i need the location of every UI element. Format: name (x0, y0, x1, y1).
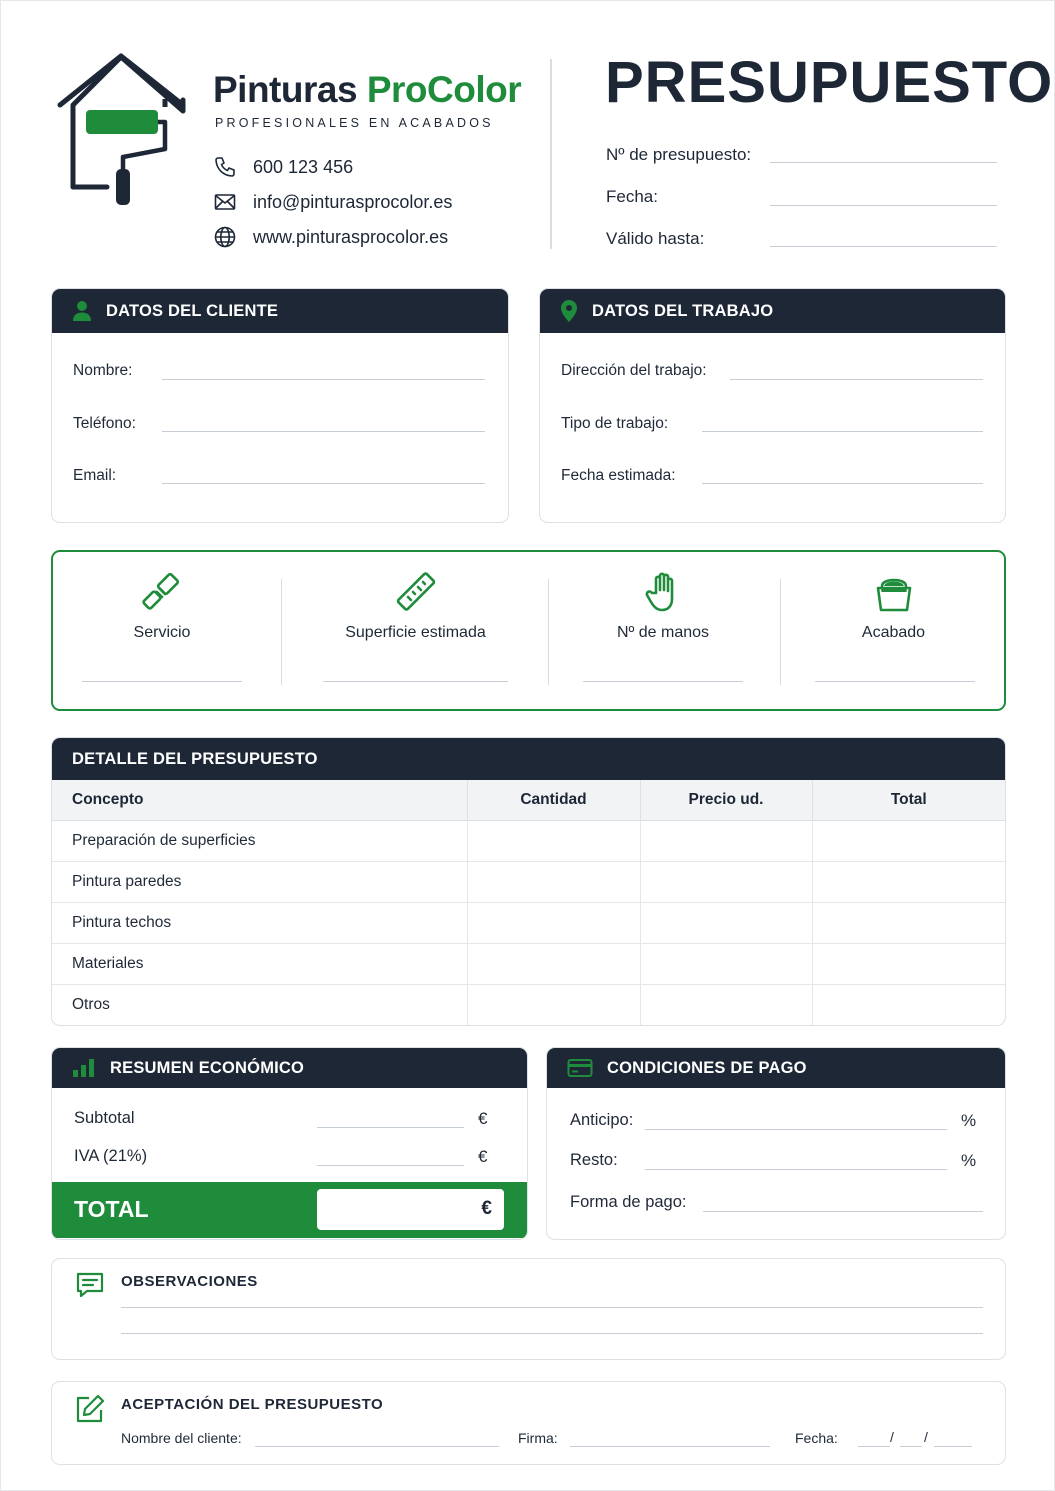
subtotal-currency: € (478, 1109, 488, 1128)
client-name-field[interactable] (162, 379, 485, 380)
client-card-title: DATOS DEL CLIENTE (106, 301, 279, 320)
total-cell[interactable] (812, 984, 1005, 1025)
observations-line[interactable] (121, 1333, 983, 1334)
strip-divider (281, 579, 282, 685)
brand-name-part2: ProColor (366, 69, 522, 110)
table-row (52, 861, 1005, 902)
job-card-title: DATOS DEL TRABAJO (592, 301, 774, 320)
vat-currency: € (478, 1147, 488, 1166)
signature-label: Firma: (518, 1430, 558, 1446)
table-row (52, 820, 1005, 861)
deposit-field[interactable] (645, 1129, 947, 1130)
observations-card (51, 1258, 1006, 1360)
phone-number: 600 123 456 (253, 156, 354, 177)
concept-cell: Preparación de superficies (52, 820, 467, 861)
contact-email[interactable] (213, 190, 452, 214)
valid-until-label: Válido hasta: (606, 229, 705, 248)
comment-icon (75, 1271, 105, 1299)
summary-card (51, 1047, 528, 1240)
strip-divider (780, 579, 781, 685)
detail-card-header (52, 738, 1005, 780)
mail-icon (213, 190, 237, 214)
payment-method-label: Forma de pago: (570, 1193, 687, 1211)
website-url: www.pinturasprocolor.es (253, 226, 449, 247)
quote-number-field[interactable] (770, 162, 997, 163)
document-title: PRESUPUESTO (605, 50, 1054, 115)
job-date-label: Fecha estimada: (561, 467, 676, 484)
concept-cell: Pintura paredes (52, 861, 467, 902)
quote-date-label: Fecha: (606, 187, 658, 206)
total-cell[interactable] (812, 943, 1005, 984)
quantity-cell[interactable] (467, 820, 640, 861)
acceptance-month-field[interactable] (900, 1446, 922, 1447)
acceptance-date-label: Fecha: (795, 1430, 838, 1446)
table-header-row (52, 780, 1005, 820)
job-card-header (540, 289, 1005, 333)
table-row (52, 943, 1005, 984)
quantity-cell[interactable] (467, 943, 640, 984)
subtotal-label: Subtotal (74, 1109, 135, 1127)
valid-until-field[interactable] (770, 246, 997, 247)
unit-price-cell[interactable] (640, 902, 812, 943)
summary-card-title: RESUMEN ECONÓMICO (110, 1058, 305, 1077)
detail-table (52, 780, 1005, 1025)
vat-label: IVA (21%) (74, 1147, 148, 1165)
credit-card-icon (567, 1058, 593, 1078)
quote-date-field[interactable] (770, 205, 997, 206)
deposit-percent: % (961, 1111, 977, 1130)
quantity-cell[interactable] (467, 984, 640, 1025)
acceptance-day-field[interactable] (858, 1446, 890, 1447)
service-label: Servicio (133, 624, 191, 641)
job-date-field[interactable] (702, 483, 983, 484)
service-field[interactable] (82, 681, 242, 682)
service-strip (51, 550, 1006, 711)
payment-card-title: CONDICIONES DE PAGO (607, 1058, 807, 1077)
rest-label: Resto: (570, 1151, 618, 1169)
unit-price-cell[interactable] (640, 984, 812, 1025)
concept-cell: Materiales (52, 943, 467, 984)
payment-card-header (547, 1048, 1005, 1088)
concept-cell: Pintura techos (52, 902, 467, 943)
total-field[interactable] (317, 1189, 504, 1230)
job-type-field[interactable] (702, 431, 983, 432)
column-header-quantity: Cantidad (467, 780, 640, 820)
phone-icon (213, 155, 237, 179)
detail-card (51, 737, 1006, 1026)
house-paint-roller-icon (57, 53, 189, 209)
surface-column (293, 552, 538, 709)
acceptance-client-name-field[interactable] (255, 1446, 499, 1447)
globe-icon (213, 225, 237, 249)
detail-card-title: DETALLE DEL PRESUPUESTO (72, 749, 318, 768)
hand-icon (641, 570, 685, 614)
job-address-label: Dirección del trabajo: (561, 362, 707, 379)
total-bar (52, 1182, 528, 1238)
signature-field[interactable] (570, 1446, 770, 1447)
job-address-field[interactable] (730, 379, 983, 380)
client-email-label: Email: (73, 467, 117, 484)
coats-column (558, 552, 768, 709)
header-divider (550, 59, 552, 249)
service-column (53, 552, 271, 709)
client-card (51, 288, 509, 523)
coats-field[interactable] (583, 681, 743, 682)
total-label: TOTAL (74, 1196, 149, 1222)
client-email-field[interactable] (162, 483, 485, 484)
surface-label: Superficie estimada (345, 624, 486, 641)
strip-divider (548, 579, 549, 685)
acceptance-year-field[interactable] (934, 1446, 972, 1447)
unit-price-cell[interactable] (640, 861, 812, 902)
total-cell[interactable] (812, 861, 1005, 902)
brand-name (213, 69, 521, 111)
column-header-total: Total (812, 780, 1005, 820)
paint-brush-icon (140, 570, 184, 614)
coats-label: Nº de manos (616, 624, 710, 641)
table-row (52, 984, 1005, 1025)
quote-number-label: Nº de presupuesto: (606, 145, 752, 164)
brand-tagline: PROFESIONALES EN ACABADOS (215, 116, 494, 130)
rest-percent: % (961, 1151, 977, 1170)
unit-price-cell[interactable] (640, 820, 812, 861)
rest-field[interactable] (645, 1169, 947, 1170)
date-separator: / (890, 1429, 894, 1445)
brand-name-part1: Pinturas (213, 69, 358, 110)
email-address: info@pinturasprocolor.es (253, 191, 453, 212)
table-row (52, 902, 1005, 943)
client-phone-label: Teléfono: (73, 415, 136, 432)
deposit-label: Anticipo: (570, 1111, 634, 1129)
location-pin-icon (560, 299, 578, 323)
summary-card-header (52, 1048, 527, 1088)
total-cell[interactable] (812, 902, 1005, 943)
total-currency: € (481, 1198, 492, 1219)
ruler-icon (394, 570, 438, 614)
contact-website[interactable] (213, 225, 448, 249)
subtotal-field[interactable] (317, 1127, 464, 1128)
job-card (539, 288, 1006, 523)
observations-line[interactable] (121, 1307, 983, 1308)
bar-chart-icon (72, 1058, 96, 1078)
date-separator: / (924, 1429, 928, 1445)
acceptance-client-name-label: Nombre del cliente: (121, 1430, 242, 1446)
job-type-label: Tipo de trabajo: (561, 415, 669, 432)
observations-title: OBSERVACIONES (121, 1273, 258, 1290)
unit-price-cell[interactable] (640, 943, 812, 984)
edit-icon (75, 1394, 105, 1424)
quantity-cell[interactable] (467, 861, 640, 902)
contact-phone (213, 155, 353, 179)
paint-bucket-icon (872, 570, 916, 614)
finish-field[interactable] (815, 681, 975, 682)
payment-card (546, 1047, 1006, 1240)
column-header-unit-price: Precio ud. (640, 780, 812, 820)
acceptance-title: ACEPTACIÓN DEL PRESUPUESTO (121, 1396, 384, 1413)
vat-field[interactable] (317, 1165, 464, 1166)
acceptance-card (51, 1381, 1006, 1465)
total-cell[interactable] (812, 820, 1005, 861)
finish-label: Acabado (861, 624, 926, 641)
client-card-header (52, 289, 508, 333)
quantity-cell[interactable] (467, 902, 640, 943)
client-phone-field[interactable] (162, 431, 485, 432)
concept-cell: Otros (52, 984, 467, 1025)
user-icon (72, 300, 92, 322)
client-name-label: Nombre: (73, 362, 133, 379)
surface-field[interactable] (323, 681, 508, 682)
payment-method-field[interactable] (703, 1211, 983, 1212)
finish-column (793, 552, 994, 709)
column-header-concept: Concepto (52, 780, 467, 820)
